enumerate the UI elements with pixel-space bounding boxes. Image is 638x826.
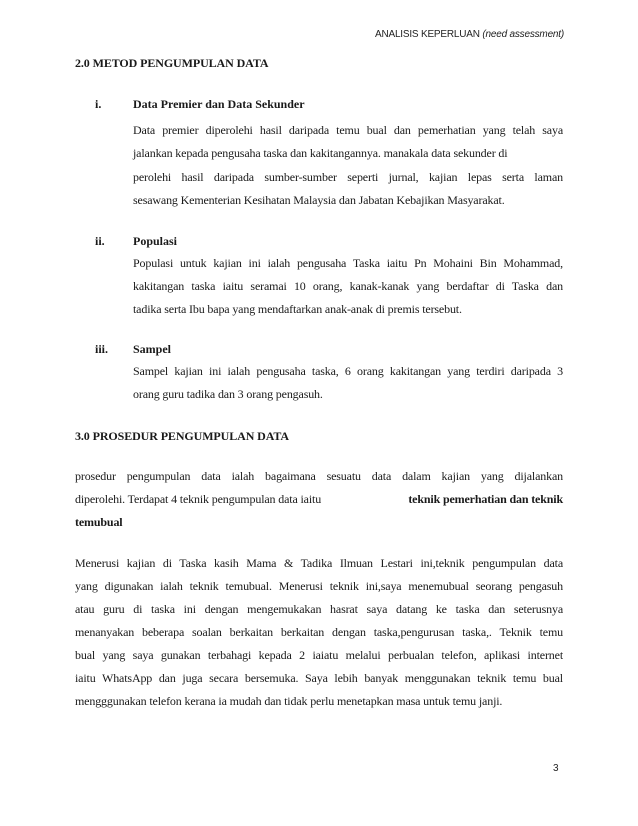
para-2-line-5: bual yang saya gunakan terbahagi kepada 2 iaiatu melalui perbualan telefon, aplikasi internet [75,648,563,662]
para-1-line-2-bold: teknik pemerhatian dan teknik [408,492,563,506]
para-1-line-2 [75,492,563,506]
item-2-number: ii. [95,234,105,248]
item-1-line-4: sesawang Kementerian Kesihatan Malaysia dan Jabatan Kebajikan Masyarakat. [133,193,505,207]
item-1-line-1: Data premier diperolehi hasil daripada temu bual dan pemerhatian yang telah saya [133,123,563,137]
page-number: 3 [553,763,559,774]
item-2-line-2: kakitangan taska iaitu seramai 10 orang, kanak-kanak yang berdaftar di Taska dan [133,279,563,293]
item-1-line-2: jalankan kepada pengusaha taska dan kakitangannya. manakala data sekunder di [133,146,508,160]
para-2-line-6: iaitu WhatsApp dan juga secara bersemuka. Saya lebih banyak menggunakan teknik temu bual [75,671,563,685]
item-3-title: Sampel [133,342,172,356]
section-2-heading: 2.0 METOD PENGUMPULAN DATA [75,56,269,70]
running-header [375,29,564,40]
para-2-line-4: menanyakan beberapa soalan berkaitan berkaitan dengan taska,pengurusan taska,. Teknik temu [75,625,563,639]
para-1-line-3: temubual [75,515,123,529]
item-1-line-3: perolehi hasil daripada sumber-sumber seperti jurnal, kajian lepas serta laman [133,170,563,184]
section-3-heading: 3.0 PROSEDUR PENGUMPULAN DATA [75,429,289,443]
para-2-line-2: yang digunakan ialah teknik temubual. Menerusi teknik ini,saya menemubual seorang pengasuh [75,579,563,593]
para-2-line-1: Menerusi kajian di Taska kasih Mama & Tadika Ilmuan Lestari ini,teknik pengumpulan data [75,556,563,570]
para-1-line-1: prosedur pengumpulan data ialah bagaimana sesuatu data dalam kajian yang dijalankan [75,469,563,483]
item-1-title: Data Premier dan Data Sekunder [133,97,305,111]
item-3-line-2: orang guru tadika dan 3 orang pengasuh. [133,387,323,401]
item-2-line-1: Populasi untuk kajian ini ialah pengusaha Taska iaitu Pn Mohaini Bin Mohammad, [133,256,563,270]
item-2-line-3: tadika serta Ibu bapa yang mendaftarkan anak-anak di premis tersebut. [133,302,462,316]
para-2-line-3: atau guru di taska ini dengan mengemukakan hasrat saya datang ke taska dan seterusnya [75,602,563,616]
item-1-number: i. [95,97,102,111]
item-3-line-1: Sampel kajian ini ialah pengusaha taska, 6 orang kakitangan yang terdiri daripada 3 [133,364,563,378]
header-title: ANALISIS KEPERLUAN [374,29,480,40]
item-3-number: iii. [95,342,109,356]
para-1-line-2-text: diperolehi. Terdapat 4 teknik pengumpulan data iaitu [75,492,322,506]
para-2-line-7: mengggunakan telefon kerana ia mudah dan tidak perlu menetapkan masa untuk temu janji. [75,694,503,708]
item-2-title: Populasi [133,234,178,248]
header-subtitle: (need assessment) [482,29,564,40]
